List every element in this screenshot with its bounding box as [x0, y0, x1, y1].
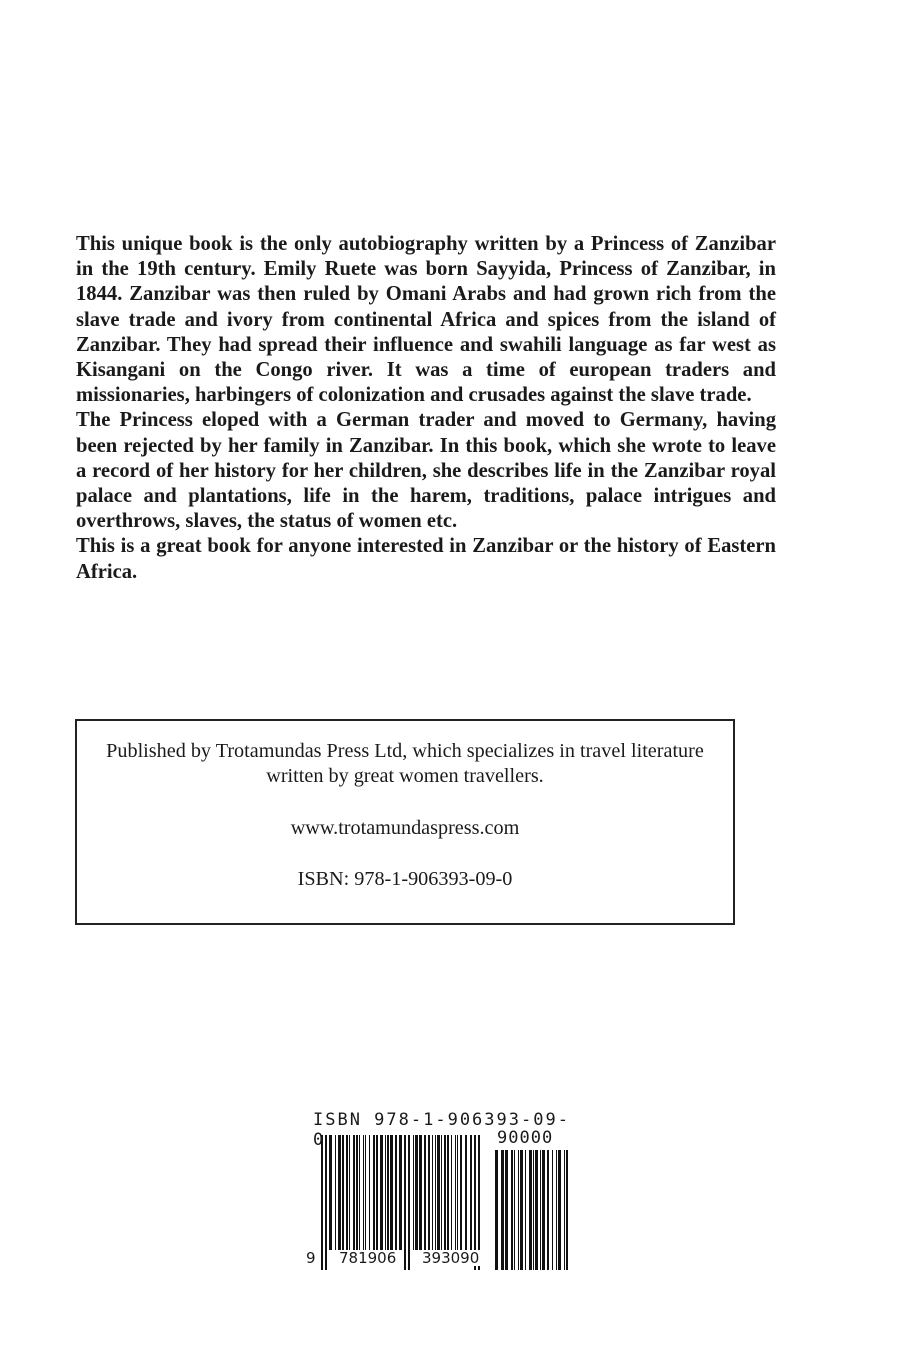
barcode-bar	[428, 1135, 430, 1250]
publisher-isbn: ISBN: 978-1-906393-09-0	[297, 868, 513, 890]
barcode-bar	[457, 1135, 458, 1250]
barcode-addon-bar	[520, 1150, 523, 1270]
barcode-bar	[342, 1135, 344, 1250]
barcode-bar	[376, 1135, 378, 1250]
barcode-bar	[447, 1135, 449, 1250]
barcode-addon-bar	[505, 1150, 508, 1270]
barcode-bar	[369, 1135, 370, 1250]
back-cover-blurb	[76, 232, 776, 585]
barcode-bar	[399, 1135, 402, 1250]
barcode-guard-bar	[321, 1135, 323, 1270]
barcode-bar	[413, 1135, 414, 1250]
isbn-barcode	[305, 1110, 575, 1275]
barcode-bar	[444, 1135, 446, 1250]
publisher-website: www.trotamundaspress.com	[290, 817, 520, 839]
barcode-bar	[356, 1135, 358, 1250]
barcode-addon-bar	[529, 1150, 532, 1270]
barcode-left-digits: 781906	[339, 1249, 397, 1267]
barcode-addon-bar	[535, 1150, 538, 1270]
blurb-paragraph-3: This is a great book for anyone interested in Zanzibar or the history of Eastern Africa.	[76, 535, 776, 583]
barcode-bar	[424, 1135, 426, 1250]
barcode-bar	[335, 1135, 336, 1250]
barcode-bar	[415, 1135, 418, 1250]
barcode-addon-bar	[547, 1150, 549, 1270]
barcode-bar	[465, 1135, 467, 1250]
barcode-addon-bar	[514, 1150, 515, 1270]
barcode-guard-bar	[325, 1135, 327, 1270]
barcode-bar	[338, 1135, 341, 1250]
barcode-addon-bar	[525, 1150, 526, 1270]
publisher-description: Published by Trotamundas Press Ltd, which specializes in travel literature written by great women travellers.	[106, 740, 704, 787]
barcode-bar	[365, 1135, 366, 1250]
barcode-addon-bar	[518, 1150, 519, 1270]
barcode-addon-bar	[495, 1150, 498, 1270]
blurb-paragraph-2: The Princess eloped with a German trader and moved to Germany, having been rejected by her family in Zanzibar. In this book, which she wrote to leave a record of her history for her children, she describes life in the Zanzibar royal palace and plantations, life in the harem, traditions, palace intrigues and overthrows, slaves, the status of women etc.	[76, 409, 776, 533]
barcode-guard-bar	[408, 1135, 410, 1270]
barcode-bar	[390, 1135, 393, 1250]
barcode-bar	[380, 1135, 383, 1250]
barcode-addon-bar	[533, 1150, 534, 1270]
barcode-bar	[460, 1135, 462, 1250]
barcode-bar	[329, 1135, 332, 1250]
barcode-bar	[373, 1135, 375, 1250]
barcode-bar	[437, 1135, 440, 1250]
barcode-bar	[435, 1135, 436, 1250]
barcode-bar	[387, 1135, 389, 1250]
barcode-guard-bar	[404, 1135, 406, 1270]
barcode-price-code: 90000	[497, 1128, 554, 1148]
barcode-bar	[349, 1135, 350, 1250]
barcode-addon-bar	[501, 1150, 504, 1270]
barcode-bar	[451, 1135, 452, 1250]
barcode-bar	[419, 1135, 422, 1250]
barcode-isbn-label: ISBN 978-1-906393-09-0	[313, 1110, 570, 1150]
barcode-bar	[346, 1135, 348, 1250]
barcode-bar	[441, 1135, 442, 1250]
barcode-bar	[385, 1135, 386, 1250]
barcode-first-digit: 9	[306, 1249, 316, 1267]
publisher-box	[75, 719, 735, 925]
blurb-paragraph-1: This unique book is the only autobiography written by a Princess of Zanzibar in the 19th century. Emily Ruete was born Sayyida, Princess of Zanzibar, in 1844. Zanzibar was then ruled by Omani Arabs and had grown rich from the slave trade and ivory from continental Africa and spices from the island of Zanzibar. They had spread their influence and swahili language as far west as Kisangani on the Congo river. It was a time of european traders and missionaries, harbingers of colonization and crusades against the slave trade.	[76, 233, 776, 407]
barcode-bar	[353, 1135, 355, 1250]
barcode-addon-bar	[558, 1150, 561, 1270]
barcode-bar	[432, 1135, 433, 1250]
barcode-addon-bar	[556, 1150, 557, 1270]
barcode-addon-bar	[542, 1150, 545, 1270]
barcode-addon-bar	[511, 1150, 513, 1270]
barcode-bar	[395, 1135, 397, 1250]
barcode-bar	[363, 1135, 364, 1250]
barcode-right-digits: 393090	[422, 1249, 480, 1267]
barcode-addon-bar	[552, 1150, 553, 1270]
barcode-addon-bar	[564, 1150, 565, 1270]
barcode-addon-bar	[566, 1150, 568, 1270]
barcode-bar	[359, 1135, 360, 1250]
barcode-bar	[470, 1135, 472, 1250]
barcode-addon-bar	[540, 1150, 541, 1270]
barcode-bar	[455, 1135, 456, 1250]
